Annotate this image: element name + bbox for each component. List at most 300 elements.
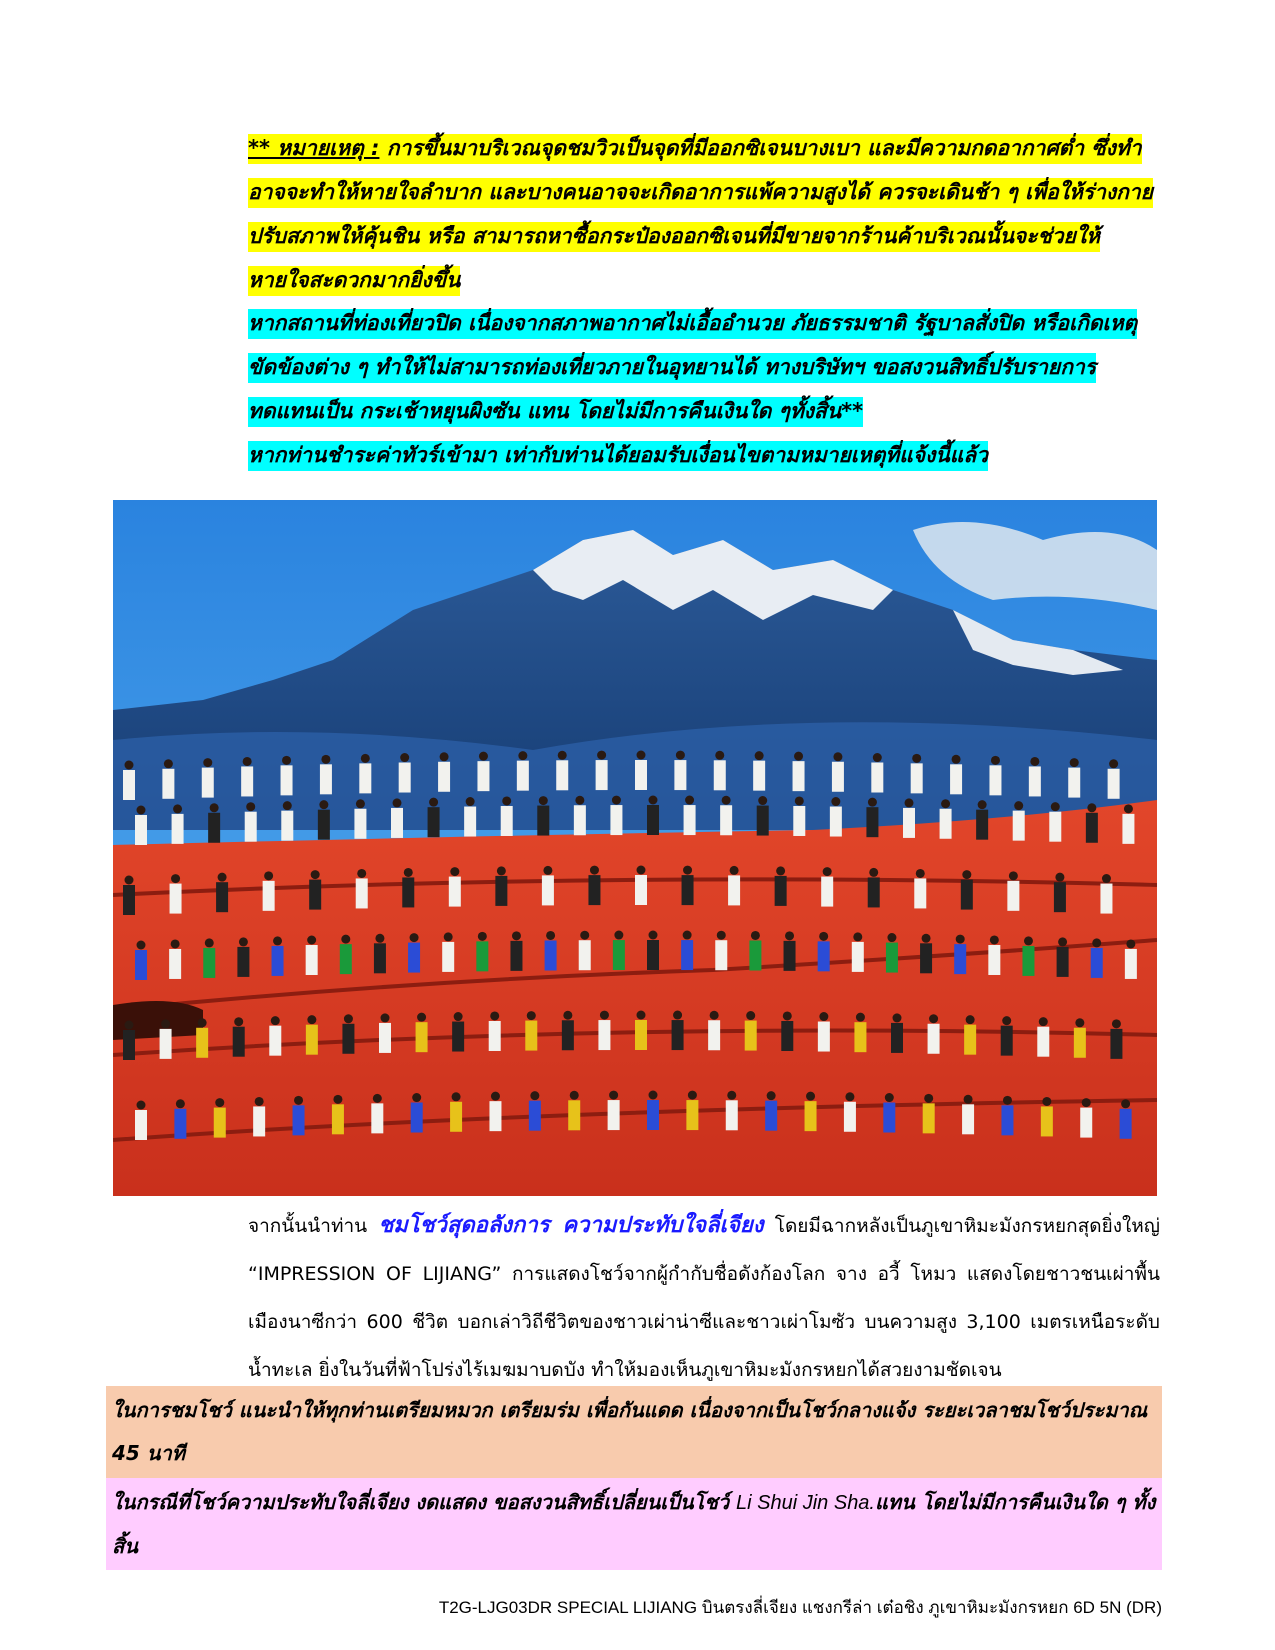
performer xyxy=(562,1020,574,1050)
performer xyxy=(391,808,403,838)
show-cancellation-note xyxy=(106,1478,1162,1570)
impression-lijiang-photo xyxy=(113,500,1157,1196)
performer-head xyxy=(203,758,212,767)
performer-head xyxy=(1014,801,1023,810)
performer xyxy=(821,877,833,907)
performer xyxy=(245,812,257,842)
performer-head xyxy=(683,931,692,940)
performer-head xyxy=(715,751,724,760)
performer xyxy=(416,1022,428,1052)
performer-head xyxy=(243,757,252,766)
performer xyxy=(452,1022,464,1052)
performer xyxy=(216,882,228,912)
performer-head xyxy=(466,797,475,806)
performer xyxy=(253,1106,265,1136)
performer xyxy=(1091,948,1103,978)
performer-head xyxy=(1055,873,1064,882)
performer-head xyxy=(198,1018,207,1027)
performer xyxy=(818,1022,830,1052)
performer-head xyxy=(429,798,438,807)
performer xyxy=(374,943,386,973)
performer-head xyxy=(137,1101,146,1110)
performer xyxy=(332,1104,344,1134)
performer-head xyxy=(321,755,330,764)
performer xyxy=(647,1100,659,1130)
performer-head xyxy=(307,936,316,945)
performer-head xyxy=(637,751,646,760)
performer xyxy=(123,1030,135,1060)
performer-head xyxy=(869,868,878,877)
performer-head xyxy=(356,799,365,808)
pink-note-before: ในกรณีที่โชว์ความประทับใจลี่เจียง งดแสดง ขอสงวนสิทธิ์เปลี่ยนเป็นโชว์ xyxy=(112,1490,737,1514)
performer xyxy=(529,1101,541,1131)
performer-head xyxy=(785,931,794,940)
performer-head xyxy=(1109,759,1118,768)
performer-head xyxy=(161,1019,170,1028)
performer-head xyxy=(125,876,134,885)
red-stage xyxy=(113,800,1157,1196)
performer xyxy=(1013,811,1025,841)
performer-head xyxy=(375,934,384,943)
performer xyxy=(281,765,293,795)
performer-head xyxy=(649,931,658,940)
performer xyxy=(568,1100,580,1130)
performer xyxy=(854,1022,866,1052)
performer-head xyxy=(1121,1099,1130,1108)
performer xyxy=(1080,1108,1092,1138)
performer-head xyxy=(234,1017,243,1026)
performer xyxy=(1049,812,1061,842)
performer-head xyxy=(361,754,370,763)
performer xyxy=(976,810,988,840)
performer xyxy=(686,1100,698,1130)
performer xyxy=(542,875,554,905)
performer-head xyxy=(868,798,877,807)
performer xyxy=(272,946,284,976)
performer xyxy=(989,765,1001,795)
performer xyxy=(1029,766,1041,796)
performer xyxy=(765,1101,777,1131)
performer-head xyxy=(614,931,623,940)
performer xyxy=(793,806,805,836)
performer xyxy=(988,945,1000,975)
performer-head xyxy=(717,931,726,940)
performer-head xyxy=(1024,936,1033,945)
performer xyxy=(1001,1105,1013,1135)
performer-head xyxy=(1042,1097,1051,1106)
performer-head xyxy=(952,755,961,764)
performer xyxy=(868,877,880,907)
performer xyxy=(1120,1109,1132,1139)
performer xyxy=(450,1102,462,1132)
payment-acceptance: หากท่านชำระค่าทัวร์เข้ามา เท่ากับท่านได้ยอมรับเงื่อนไขตามหมายเหตุที่แจ้งนี้แล้ว xyxy=(248,441,988,471)
performer-head xyxy=(637,1011,646,1020)
performer-head xyxy=(1039,1017,1048,1026)
performer xyxy=(923,1103,935,1133)
photo-illustration xyxy=(113,500,1157,1196)
performer xyxy=(674,760,686,790)
performer-head xyxy=(767,1091,776,1100)
performer xyxy=(318,810,330,840)
performer xyxy=(135,950,147,980)
performer xyxy=(208,813,220,843)
performer-head xyxy=(819,932,828,941)
performer xyxy=(241,766,253,796)
performer-head xyxy=(344,1014,353,1023)
performer xyxy=(749,940,761,970)
performer-head xyxy=(164,759,173,768)
performer-head xyxy=(600,1011,609,1020)
performer-head xyxy=(845,1092,854,1101)
performer xyxy=(728,875,740,905)
performer xyxy=(684,805,696,835)
performer xyxy=(1122,814,1134,844)
performer-head xyxy=(956,935,965,944)
performer xyxy=(359,763,371,793)
performer xyxy=(962,1104,974,1134)
performer xyxy=(830,807,842,837)
performer-head xyxy=(255,1097,264,1106)
performer xyxy=(537,806,549,836)
performer-head xyxy=(417,1013,426,1022)
performer xyxy=(1100,884,1112,914)
performer-head xyxy=(440,752,449,761)
performer xyxy=(356,878,368,908)
performer xyxy=(647,940,659,970)
performer xyxy=(720,805,732,835)
performer-head xyxy=(580,931,589,940)
closure-text: หากสถานที่ท่องเที่ยวปิด เนื่องจากสภาพอากาศไม่เอื้ออำนวย ภัยธรรมชาติ รัฐบาลสั่งปิด หรือเกิดเหตุขัดข้องต่าง ๆ ทำให้ไม่สามารถท่องเที่ยวภายในอุทยานได้ ทางบริษัทฯ ขอสงวนสิทธิ์ปรับรายการทดแทนเป็น กระเช้าหยุนผิงซัน แทน โดยไม่มีการคืนเงินใด ๆทั้งสิ้น** xyxy=(248,309,1137,427)
performer xyxy=(1041,1106,1053,1136)
performer xyxy=(596,760,608,790)
performer xyxy=(169,949,181,979)
performer xyxy=(196,1028,208,1058)
performer xyxy=(1001,1026,1013,1056)
performer xyxy=(408,943,420,973)
performer xyxy=(714,760,726,790)
performer-head xyxy=(373,1094,382,1103)
performer xyxy=(871,763,883,793)
performer xyxy=(608,1100,620,1130)
performer-head xyxy=(282,756,291,765)
performer-head xyxy=(546,931,555,940)
description-rest: โดยมีฉากหลังเป็นภูเขาหิมะมังกรหยกสุดยิ่งใหญ่ “IMPRESSION OF LIJIANG” การแสดงโชว์จากผู้กำกับชื่อดังก้องโลก จาง อวี้ โหมว แสดงโดยชาวชนเผ่าพื้นเมืองนาซีกว่า 600 ชีวิต บอกเล่าวิถีชีวิตของชาวเผ่าน่าซีและชาวเผ่าโมซัว บนความสูง 3,100 เมตรเหนือระดับน้ำทะเล ยิ่งในวันที่ฟ้าโปร่งไร้เมฆมาบดบัง ทำให้มองเห็นภูเขาหิมะมังกรหยกได้สวยงามชัดเจน xyxy=(248,1215,1160,1381)
performer-head xyxy=(912,754,921,763)
performer xyxy=(708,1020,720,1050)
performer-head xyxy=(205,938,214,947)
performer xyxy=(726,1100,738,1130)
performer-head xyxy=(833,752,842,761)
performer-head xyxy=(795,796,804,805)
show-preparation-note xyxy=(106,1386,1162,1478)
performer-head xyxy=(1002,1016,1011,1025)
performer-head xyxy=(444,932,453,941)
performer-head xyxy=(497,866,506,875)
performer xyxy=(306,1025,318,1055)
performer-head xyxy=(171,939,180,948)
performer xyxy=(866,807,878,837)
performer-head xyxy=(649,796,658,805)
performer-head xyxy=(758,796,767,805)
performer xyxy=(449,877,461,907)
performer xyxy=(715,940,727,970)
performer xyxy=(1054,882,1066,912)
performer-head xyxy=(776,866,785,875)
performer xyxy=(781,1021,793,1051)
performer-head xyxy=(673,1011,682,1020)
performer-head xyxy=(990,935,999,944)
performer-head xyxy=(905,798,914,807)
performer-head xyxy=(518,751,527,760)
performer-head xyxy=(794,752,803,761)
performer-head xyxy=(271,1016,280,1025)
performer-head xyxy=(283,801,292,810)
performer xyxy=(309,880,321,910)
show-description xyxy=(248,1202,1160,1394)
performer-head xyxy=(125,761,134,770)
peach-note-text: ในการชมโชว์ แนะนำให้ทุกท่านเตรียมหมวก เตรียมร่ม เพื่อกันแดด เนื่องจากเป็นโชว์กลางแจ้ง ระยะเวลาชมโชว์ประมาณ 45 นาที xyxy=(112,1398,1148,1465)
performer-head xyxy=(806,1092,815,1101)
performer-head xyxy=(558,751,567,760)
performer-head xyxy=(819,1012,828,1021)
performer-head xyxy=(570,1091,579,1100)
performer-head xyxy=(381,1013,390,1022)
performer-head xyxy=(887,933,896,942)
performer-head xyxy=(404,868,413,877)
performer-head xyxy=(688,1091,697,1100)
performer xyxy=(402,877,414,907)
performer-head xyxy=(1051,802,1060,811)
performer xyxy=(886,943,898,973)
performer-head xyxy=(341,935,350,944)
performer-head xyxy=(1058,937,1067,946)
performer-head xyxy=(1082,1098,1091,1107)
performer xyxy=(805,1101,817,1131)
performer xyxy=(172,814,184,844)
performer xyxy=(525,1021,537,1051)
performer xyxy=(647,805,659,835)
performer-head xyxy=(125,1021,134,1030)
description-intro: จากนั้นนำท่าน xyxy=(248,1215,379,1237)
performer xyxy=(281,811,293,841)
performer-head xyxy=(590,866,599,875)
performer xyxy=(681,940,693,970)
performer-head xyxy=(964,1095,973,1104)
performer xyxy=(123,885,135,915)
performer-head xyxy=(563,1011,572,1020)
performer xyxy=(135,1110,147,1140)
performer xyxy=(672,1020,684,1050)
performer xyxy=(135,815,147,845)
performer-head xyxy=(491,1092,500,1101)
performer-head xyxy=(751,931,760,940)
performer xyxy=(170,884,182,914)
performer xyxy=(1108,769,1120,799)
performer xyxy=(745,1021,757,1051)
performer xyxy=(174,1109,186,1139)
pink-note-latin: Li Shui Jin Sha. xyxy=(736,1492,875,1514)
performer-head xyxy=(1092,938,1101,947)
performer xyxy=(320,764,332,794)
notice-label: ** หมายเหตุ : xyxy=(248,136,380,160)
show-name: ชมโชว์สุดอลังการ ความประทับใจลี่เจียง xyxy=(378,1213,764,1238)
performer-head xyxy=(924,1094,933,1103)
performer xyxy=(354,809,366,839)
performer xyxy=(342,1024,354,1054)
performer xyxy=(903,808,915,838)
performer-head xyxy=(676,751,685,760)
performer-head xyxy=(597,751,606,760)
performer-head xyxy=(527,1011,536,1020)
performer xyxy=(1110,1029,1122,1059)
performer xyxy=(964,1025,976,1055)
performer xyxy=(1086,813,1098,843)
performer xyxy=(635,875,647,905)
performer-head xyxy=(215,1098,224,1107)
performer-head xyxy=(922,934,931,943)
performer-head xyxy=(1126,939,1135,948)
performer xyxy=(162,769,174,799)
performer xyxy=(682,875,694,905)
performer xyxy=(160,1029,172,1059)
performer-head xyxy=(685,796,694,805)
performer xyxy=(891,1023,903,1053)
performer-head xyxy=(450,867,459,876)
performer-head xyxy=(490,1011,499,1020)
performer xyxy=(928,1024,940,1054)
performer xyxy=(784,941,796,971)
performer-head xyxy=(893,1013,902,1022)
performer xyxy=(610,805,622,835)
performer-head xyxy=(452,1092,461,1101)
performer xyxy=(477,761,489,791)
performer-head xyxy=(1087,803,1096,812)
performer-head xyxy=(649,1091,658,1100)
performer xyxy=(852,942,864,972)
performer xyxy=(489,1101,501,1131)
performer xyxy=(1057,947,1069,977)
performer-head xyxy=(1003,1096,1012,1105)
performer-head xyxy=(412,1093,421,1102)
performer xyxy=(1068,768,1080,798)
performer xyxy=(517,761,529,791)
performer-head xyxy=(730,866,739,875)
performer-head xyxy=(543,866,552,875)
performer-head xyxy=(454,1012,463,1021)
performer xyxy=(214,1108,226,1138)
performer xyxy=(545,940,557,970)
performer-head xyxy=(1030,757,1039,766)
performer xyxy=(793,761,805,791)
performer xyxy=(832,762,844,792)
performer-head xyxy=(966,1015,975,1024)
performer xyxy=(237,947,249,977)
performer xyxy=(306,945,318,975)
performer-head xyxy=(722,796,731,805)
performer xyxy=(428,807,440,837)
performer-head xyxy=(746,1011,755,1020)
performer xyxy=(510,941,522,971)
altitude-notice xyxy=(248,126,1158,302)
performer xyxy=(340,944,352,974)
performer xyxy=(203,948,215,978)
performer xyxy=(1007,881,1019,911)
performer-head xyxy=(273,936,282,945)
performer-head xyxy=(929,1014,938,1023)
performer xyxy=(950,764,962,794)
performer-head xyxy=(1070,758,1079,767)
performer xyxy=(501,806,513,836)
notice-text: การขึ้นมาบริเวณจุดชมวิวเป็นจุดที่มีออกซิเจนบางเบา และมีความกดอากาศต่ำ ซึ่งทำอาจจะทำให้หายใจลำบาก และบางคนอาจจะเกิดอาการแพ้ความสูงได้ ควรจะเดินช้า ๆ เพื่อให้ร่างกายปรับสภาพให้คุ้นชิน หรือ สามารถหาซื้อกระป๋องออกซิเจนที่มีขายจากร้านค้าบริเวณนั้นจะช่วยให้หายใจสะดวกมากยิ่งขึ้น xyxy=(248,136,1153,292)
performer-head xyxy=(478,932,487,941)
performer xyxy=(123,770,135,800)
performer xyxy=(464,807,476,837)
performer-head xyxy=(1102,874,1111,883)
performer-head xyxy=(727,1091,736,1100)
performer-head xyxy=(137,941,146,950)
performer xyxy=(940,809,952,839)
performer xyxy=(379,1023,391,1053)
performer xyxy=(233,1027,245,1057)
performer xyxy=(293,1105,305,1135)
performer-head xyxy=(502,796,511,805)
performer xyxy=(818,941,830,971)
performer-head xyxy=(991,756,1000,765)
performer xyxy=(411,1103,423,1133)
performer-head xyxy=(1075,1018,1084,1027)
performer-head xyxy=(755,751,764,760)
performer-head xyxy=(479,752,488,761)
performer xyxy=(371,1103,383,1133)
performer-head xyxy=(400,753,409,762)
performer-head xyxy=(311,870,320,879)
performer xyxy=(844,1102,856,1132)
page-footer: T2G-LJG03DR SPECIAL LIJIANG บินตรงลี่เจียง แชงกรีล่า เต๋อชิง ภูเขาหิมะมังกรหยก 6D 5N (DR) xyxy=(438,1598,1162,1617)
performer xyxy=(775,876,787,906)
performer xyxy=(495,876,507,906)
performer-head xyxy=(885,1093,894,1102)
performer xyxy=(438,762,450,792)
performer-head xyxy=(294,1096,303,1105)
performer xyxy=(757,806,769,836)
performer-head xyxy=(962,870,971,879)
performer-head xyxy=(853,932,862,941)
performer-head xyxy=(873,753,882,762)
performer-head xyxy=(978,800,987,809)
performer-head xyxy=(176,1099,185,1108)
performer-head xyxy=(218,873,227,882)
performer-head xyxy=(333,1095,342,1104)
performer xyxy=(476,941,488,971)
performer-head xyxy=(916,869,925,878)
performer-head xyxy=(575,796,584,805)
performer xyxy=(556,760,568,790)
performer-head xyxy=(856,1013,865,1022)
performer xyxy=(202,768,214,798)
performer xyxy=(263,881,275,911)
performer xyxy=(911,763,923,793)
performer-head xyxy=(530,1091,539,1100)
performer-head xyxy=(1112,1019,1121,1028)
pink-note-after: แทน โดยไม่มีการคืนเงินใด ๆ ทั้งสิ้น xyxy=(112,1490,1156,1558)
performer xyxy=(269,1026,281,1056)
performer-head xyxy=(609,1091,618,1100)
performer-head xyxy=(246,802,255,811)
performer xyxy=(442,942,454,972)
performer-head xyxy=(410,933,419,942)
performer xyxy=(635,1020,647,1050)
performer xyxy=(489,1021,501,1051)
